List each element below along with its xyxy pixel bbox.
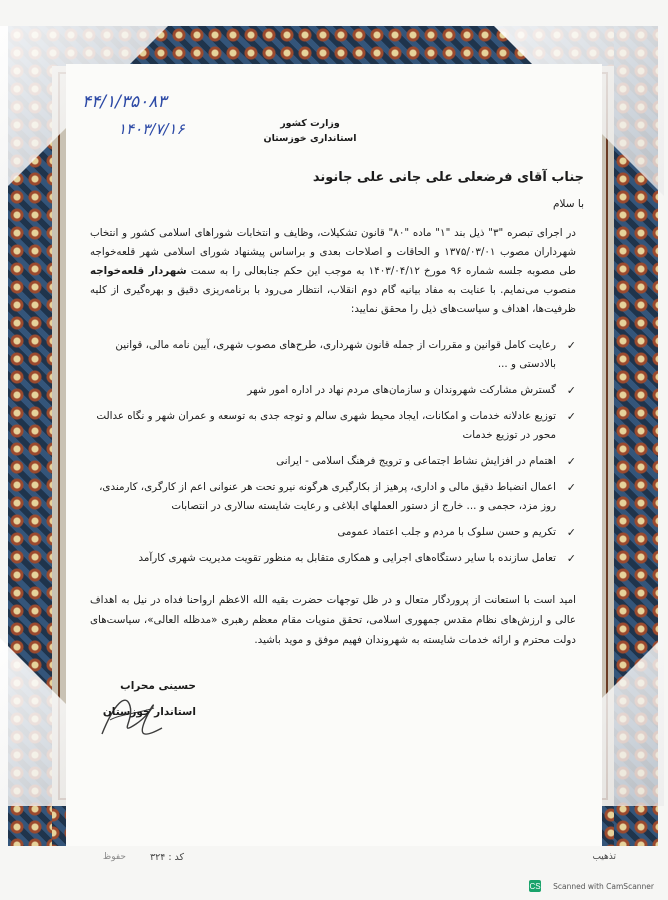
check-icon: ✓ — [566, 552, 576, 565]
directives-list — [90, 336, 576, 575]
check-icon: ✓ — [566, 481, 576, 494]
check-icon: ✓ — [566, 339, 576, 352]
letter-body — [90, 224, 576, 319]
closing-paragraph: امید است با استعانت از پروردگار متعال و در ظل توجهات حضرت بقیه الله الاعظم ارواحنا فداه در نیل به اهداف عالی و ارزش‌های نظام مقدس جمهوری اسلامی، تحقق منویات مقام معظم رهبری «مدظله العالی»، سیاست‌های دولت محترم و ارائه خدمات شایسته به شهروندان فهیم موفق و موید باشید. — [90, 594, 576, 646]
scanner-watermark: Scanned with CamScanner — [553, 882, 654, 891]
check-icon: ✓ — [566, 410, 576, 423]
letterhead — [250, 116, 370, 146]
handwritten-reference-number: ۴۴/۱/۳۵۰۸۳ — [82, 92, 167, 112]
body-bold-title: شهردار قلعه‌خواجه — [90, 265, 187, 277]
body-text-part: منصوب می‌نمایم. با عنایت به مفاد بیانیه گام دوم انقلاب، انتظار می‌رود با برنامه‌ریزی دقیق و بهره‌گیری از کلیه ظرفیت‌ها، اهداف و سیاست‌های ذیل را محقق نمایید: — [90, 284, 576, 315]
list-item — [90, 452, 576, 471]
list-item — [90, 407, 576, 445]
footer-brand: تذهیب — [592, 852, 616, 862]
footer-code: کد : ۳۲۴ — [150, 852, 185, 863]
list-item-text: اهتمام در افزایش نشاط اجتماعی و ترویج فرهنگ اسلامی - ایرانی — [276, 455, 556, 467]
ministry-name: وزارت کشور — [280, 118, 340, 129]
camscanner-logo-icon — [528, 879, 542, 893]
list-item — [90, 523, 576, 542]
svg-text:CS: CS — [529, 882, 541, 891]
list-item-text: رعایت کامل قوانین و مقررات از جمله قانون شهرداری، طرح‌های مصوب شهری، آیین نامه مالی، قوانین بالادستی و ... — [115, 339, 556, 370]
body-text-part: در اجرای تبصره "۳" ذیل بند "۱" ماده "۸۰" قانون تشکیلات، وظایف و انتخابات شوراهای اسلامی کشور و انتخاب شهرداران مصوب ۱۳۷۵/۰۳/۰۱ و الحاقات و اصلاحات بعدی و براساس پیشنهاد شورای اسلامی شهر قلعه‌خواجه طی مصوبه جلسه شماره ۹۶ مورخ ۱۴۰۳/۰۴/۱۲ به موجب این حکم جنابعالی را به سمت — [90, 227, 576, 277]
check-icon: ✓ — [566, 455, 576, 468]
handwritten-date: ۱۴۰۳/۷/۱۶ — [118, 120, 185, 138]
list-item — [90, 336, 576, 374]
list-item-text: تعامل سازنده با سایر دستگاه‌های اجرایی و همکاری متقابل به منظور تقویت مدیریت شهری کارآمد — [138, 552, 556, 564]
signer-title: استاندار خوزستان — [102, 706, 196, 718]
check-icon: ✓ — [566, 384, 576, 397]
list-item-text: اعمال انضباط دقیق مالی و اداری، پرهیز از بکارگیری هرگونه نیرو تحت هر عنوانی اعم از کارگری، کارمندی، روز مزد، حجمی و ... خارج از دستور العملهای ابلاغی و رعایت شایسته سالاری در انتصابات — [99, 481, 556, 512]
list-item-text: توزیع عادلانه خدمات و امکانات، ایجاد محیط شهری سالم و توجه جدی به توسعه و عمران شهر و نگاه عدالت محور در توزیع خدمات — [96, 410, 556, 441]
check-icon: ✓ — [566, 526, 576, 539]
addressee: جناب آقای فرضعلی علی جانی علی جانوند — [312, 170, 584, 185]
greeting: با سلام — [552, 198, 584, 210]
list-item — [90, 549, 576, 568]
list-item — [90, 478, 576, 516]
signature-block — [86, 680, 196, 718]
list-item-text: گسترش مشارکت شهروندان و سازمان‌های مردم نهاد در اداره امور شهر — [247, 384, 556, 396]
list-item-text: تکریم و حسن سلوک با مردم و جلب اعتماد عمومی — [337, 526, 556, 538]
signer-name: حسینی محراب — [120, 680, 196, 692]
footer-faded-text: حفوظ — [102, 852, 126, 862]
governorate-name: استانداری خوزستان — [263, 133, 357, 144]
list-item — [90, 381, 576, 400]
